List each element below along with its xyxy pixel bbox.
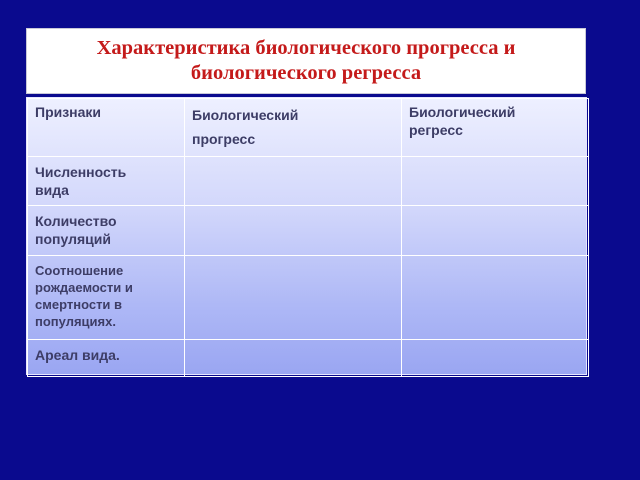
comparison-table bbox=[26, 97, 587, 375]
slide-title-line-1: Характеристика биологического прогресса и bbox=[96, 37, 516, 59]
slide-title-line-2: биологического регресса bbox=[190, 62, 422, 84]
table-header-row bbox=[28, 99, 589, 157]
slide-title bbox=[26, 28, 586, 94]
header-cell-regress: Биологический регресс bbox=[402, 99, 589, 157]
row-label-populations-count: Количество популяций bbox=[28, 206, 185, 256]
cell-progress-empty[interactable] bbox=[185, 206, 402, 256]
cell-regress-empty[interactable] bbox=[402, 256, 589, 340]
table-row bbox=[28, 256, 589, 340]
row-label-birth-death-ratio: Соотношение рождаемости и смертности в популяциях. bbox=[28, 256, 185, 340]
cell-regress-empty[interactable] bbox=[402, 340, 589, 377]
table-row bbox=[28, 340, 589, 377]
cell-regress-empty[interactable] bbox=[402, 206, 589, 256]
cell-progress-empty[interactable] bbox=[185, 256, 402, 340]
table-row bbox=[28, 206, 589, 256]
header-cell-features: Признаки bbox=[28, 99, 185, 157]
cell-progress-empty[interactable] bbox=[185, 340, 402, 377]
header-cell-progress: Биологический прогресс bbox=[185, 99, 402, 157]
row-label-species-range: Ареал вида. bbox=[28, 340, 185, 377]
cell-regress-empty[interactable] bbox=[402, 157, 589, 206]
cell-progress-empty[interactable] bbox=[185, 157, 402, 206]
table-row bbox=[28, 157, 589, 206]
row-label-population-size: Численность вида bbox=[28, 157, 185, 206]
